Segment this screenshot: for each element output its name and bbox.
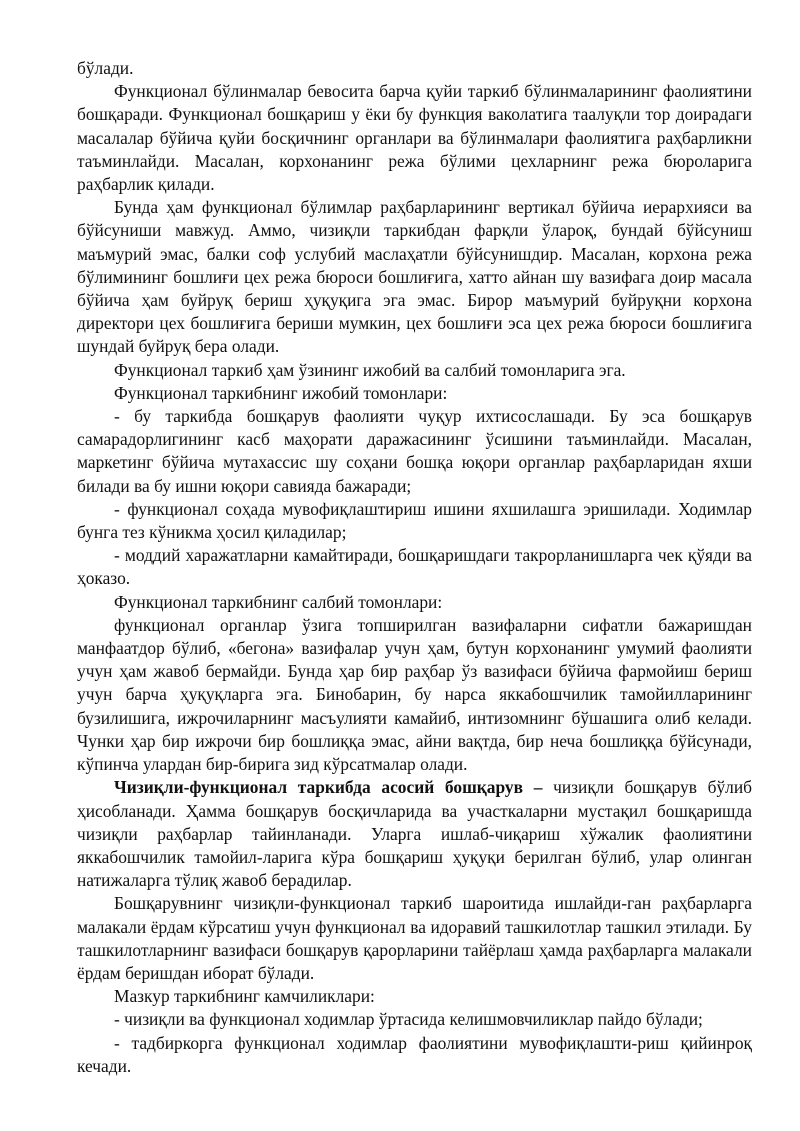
paragraph-pros-cons-intro: Функционал таркиб ҳам ўзининг ижобий ва салбий томонларига эга. bbox=[114, 359, 626, 380]
paragraph-positive-item-3: - моддий харажатларни камайтиради, бошқаришдаги такрорланишларга чек қўяди ва ҳоказо. bbox=[77, 545, 752, 589]
paragraph-drawback-item-2: - тадбиркорга функционал ходимлар фаолиятини мувофиқлашти-риш қийинроқ кечади. bbox=[77, 1032, 752, 1076]
paragraph-linear-functional-text: чизиқли бошқарув бўлиб ҳисобланади. Ҳамма бошқарув босқичларида ва участкаларни мустақил бошқаришда чизиқли раҳбарлар тайинланади. Уларга ишлаб-чиқариш хўжалик фаолиятини яккабошчилик тамойил-ларига кўра бошқариш ҳуқуқи берилган бўлиб, улар олинган натижаларга тўлиқ жавоб берадилар. bbox=[77, 777, 752, 891]
paragraph-hierarchy: Бунда ҳам функционал бўлимлар раҳбарларининг вертикал бўйича иерархияси ва бўйсуниши мавжуд. Аммо, чизиқли таркибдан фарқли ўлароқ, бундай бўйсуниш маъмурий эмас, балки соф услубий маслаҳатли бўйсунишдир. Масалан, корхона режа бўлимининг бошлиғи цех режа бюроси бошлиғига, хатто айнан шу вазифага доир масала бўйича ҳам буйруқ бериш ҳуқуқига эга эмас. Бирор маъмурий буйруқни корхона директори цех бошлиғига бериши мумкин, цех бошлиғи эса цех режа бюроси бошлиғига шундай буйруқ бера олади. bbox=[77, 197, 752, 357]
bold-term: Чизиқли-функционал таркибда асосий бошқарув – bbox=[114, 777, 543, 798]
document-page bbox=[77, 57, 752, 1078]
paragraph-functional-units: Функционал бўлинмалар бевосита барча қуйи таркиб бўлинмаларининг фаолиятини бошқаради. Функционал бошқариш у ёки бу функция ваколатига таалуқли тор доирадаги масалалар бўйича қуйи босқичнинг органлари ва бўлинмалари фаолиятига раҳбарликни таъминлайди. Масалан, корхонанинг режа бўлими цехларнинг режа бюроларига раҳбарлик қилади. bbox=[77, 81, 752, 195]
paragraph-positive-item-2: - функционал соҳада мувофиқлаштириш ишини яхшилашга эришилади. Ходимлар бунга тез кўникма ҳосил қиладилар; bbox=[77, 498, 752, 543]
paragraph-negative-body: функционал органлар ўзига топширилган вазифаларни сифатли бажаришдан манфаатдор бўлиб, «бегона» вазифалар учун ҳам, бутун корхонанинг умумий фаолияти учун ҳам жавоб бермайди. Бунда ҳар бир раҳбар ўз вазифаси бўйича фармойиш бериш учун барча ҳуқуқларга эга. Бинобарин, бу нарса яккабошчилик тамойилларининг бузилишига, ижрочиларнинг масъулияти камайиб, интизомнинг бўшашига олиб келади. Чунки ҳар бир ижрочи бир бошлиққа эмас, айни вақтда, бир неча бошлиққа бўйсунади, кўпинча улардан бир-бирига зид кўрсатмалар олади. bbox=[77, 614, 752, 775]
paragraph-drawback-item-1: - чизиқли ва функционал ходимлар ўртасида келишмовчиликлар пайдо бўлади; bbox=[114, 1009, 703, 1030]
paragraph-positive-item-1: - бу таркибда бошқарув фаолияти чуқур ихтисослашади. Бу эса бошқарув самарадорлигининг касб маҳорати даражасининг ўсишини таъминлайди. Масалан, маркетинг бўйича мутахассис шу соҳани бошқа юқори органлар раҳбарларидан яхши билади ва бу ишни юқори савияда бажаради; bbox=[77, 406, 752, 496]
paragraph-support-organizations: Бошқарувнинг чизиқли-функционал таркиб шароитида ишлайди-ган раҳбарларга малакали ёрдам кўрсатиш учун функционал ва идоравий ташкилотлар ташкил этилади. Бу ташкилотларнинг вазифаси бошқарув қарорларини тайёрлаш ҳамда раҳбарларга малакали ёрдам беришдан иборат бўлади. bbox=[77, 893, 752, 983]
paragraph-linear-functional bbox=[77, 776, 752, 892]
paragraph-drawbacks-heading: Мазкур таркибнинг камчиликлари: bbox=[114, 986, 375, 1007]
paragraph-negative-heading: Функционал таркибнинг салбий томонлари: bbox=[114, 591, 443, 612]
paragraph-continuation: бўлади. bbox=[77, 58, 134, 78]
paragraph-positive-heading: Функционал таркибнинг ижобий томонлари: bbox=[114, 382, 448, 403]
